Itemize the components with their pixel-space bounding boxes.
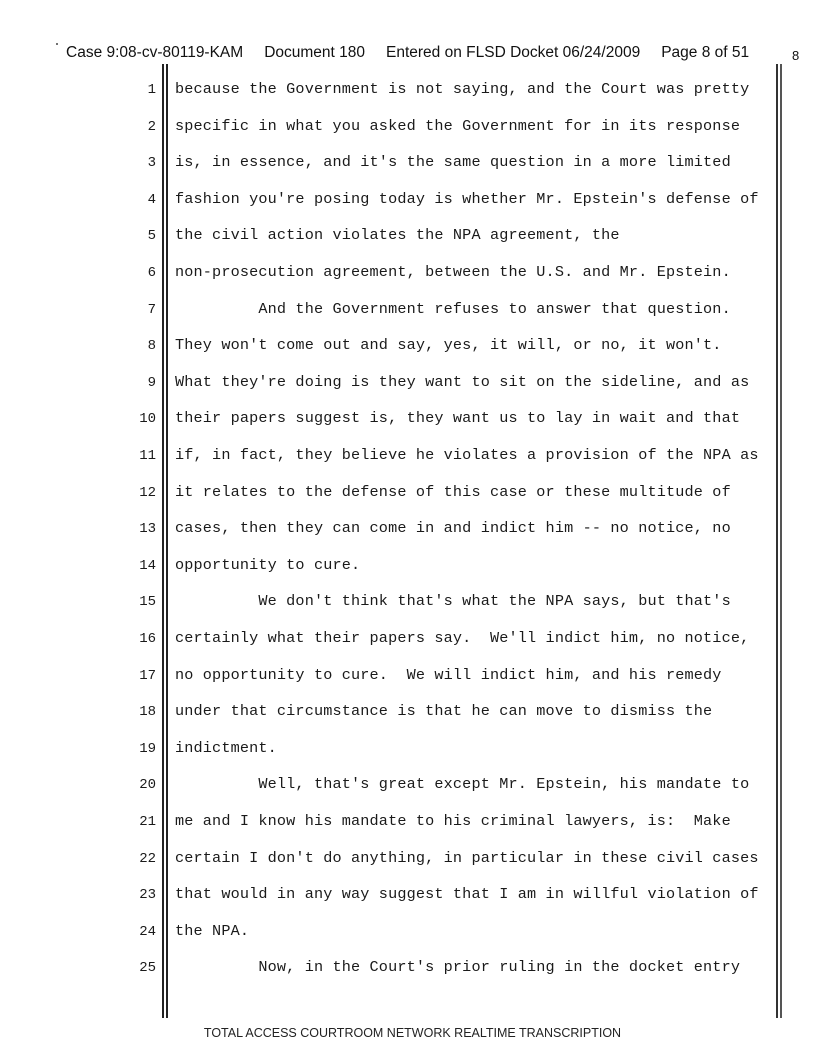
line-number: 10 <box>139 411 156 428</box>
line-number: 23 <box>139 887 156 904</box>
line-text: the civil action violates the NPA agreement, the <box>175 226 620 245</box>
scan-speck <box>56 43 58 45</box>
document-number: Document 180 <box>264 44 365 61</box>
line-text: that would in any way suggest that I am in willful violation of <box>175 885 759 904</box>
transcript-line <box>0 885 817 909</box>
line-text: Well, that's great except Mr. Epstein, his mandate to <box>175 775 750 794</box>
line-text: non-prosecution agreement, between the U.S. and Mr. Epstein. <box>175 263 731 281</box>
transcript-footer: TOTAL ACCESS COURTROOM NETWORK REALTIME TRANSCRIPTION <box>203 1026 622 1040</box>
line-text: me and I know his mandate to his criminal lawyers, is: Make <box>175 812 731 830</box>
transcript-line <box>0 519 817 543</box>
line-text: And the Government refuses to answer that question. <box>175 299 731 318</box>
transcript-line <box>0 812 817 836</box>
line-text: indictment. <box>175 738 277 757</box>
line-number: 8 <box>147 338 156 355</box>
line-number: 24 <box>139 923 156 940</box>
line-number: 20 <box>139 777 156 794</box>
line-number: 4 <box>147 191 156 208</box>
line-text: under that circumstance is that he can move to dismiss the <box>175 702 713 721</box>
line-number: 3 <box>147 155 156 172</box>
transcript-line <box>0 666 817 690</box>
line-text: their papers suggest is, they want us to lay in wait and that <box>175 409 741 428</box>
line-text: We don't think that's what the NPA says, but that's <box>175 592 731 611</box>
transcript-line <box>0 592 817 616</box>
line-text: no opportunity to cure. We will indict him, and his remedy <box>175 665 722 684</box>
line-number: 22 <box>139 850 156 867</box>
line-number: 5 <box>147 228 156 245</box>
line-text: if, in fact, they believe he violates a provision of the NPA as <box>175 446 759 464</box>
docket-entry-date: Entered on FLSD Docket 06/24/2009 <box>386 44 641 61</box>
line-text: Now, in the Court's prior ruling in the docket entry <box>175 958 741 977</box>
line-number: 6 <box>147 265 156 281</box>
line-number: 11 <box>139 448 156 464</box>
line-text: specific in what you asked the Government for in its response <box>175 116 741 135</box>
line-text: cases, then they can come in and indict him -- no notice, no <box>175 519 731 538</box>
line-text: certainly what their papers say. We'll indict him, no notice, <box>175 629 750 647</box>
transcript-line <box>0 226 817 250</box>
line-number: 12 <box>139 484 156 501</box>
page-counter: Page 8 of 51 <box>661 44 750 61</box>
line-number: 2 <box>147 118 156 135</box>
transcript-page-number: 8 <box>792 48 800 63</box>
transcript-line <box>0 739 817 763</box>
line-text: What they're doing is they want to sit on the sideline, and as <box>175 372 750 391</box>
transcript-line <box>0 117 817 141</box>
transcript-line <box>0 446 817 470</box>
transcript-line <box>0 958 817 982</box>
transcript-line <box>0 483 817 507</box>
transcript-line <box>0 775 817 799</box>
line-text: opportunity to cure. <box>175 555 361 574</box>
line-text: They won't come out and say, yes, it will, or no, it won't. <box>175 336 722 355</box>
transcript-line <box>0 556 817 580</box>
transcript-line <box>0 922 817 946</box>
transcript-line <box>0 80 817 104</box>
line-text: it relates to the defense of this case or these multitude of <box>175 482 731 501</box>
transcript-line <box>0 409 817 433</box>
line-text: is, in essence, and it's the same question in a more limited <box>175 153 731 172</box>
transcript-line <box>0 849 817 873</box>
line-text: fashion you're posing today is whether Mr. Epstein's defense of <box>175 189 759 208</box>
court-filing-header <box>66 44 749 62</box>
line-number: 19 <box>139 740 156 757</box>
transcript-line <box>0 153 817 177</box>
line-number: 17 <box>139 667 156 684</box>
line-number: 9 <box>147 374 156 391</box>
line-number: 25 <box>139 960 156 977</box>
line-number: 14 <box>139 557 156 574</box>
line-number: 18 <box>139 704 156 721</box>
transcript-line <box>0 629 817 653</box>
transcript-line <box>0 300 817 324</box>
line-text: because the Government is not saying, and the Court was pretty <box>175 80 750 98</box>
line-text: certain I don't do anything, in particular in these civil cases <box>175 848 759 867</box>
case-number: Case 9:08-cv-80119-KAM <box>66 44 244 61</box>
line-text: the NPA. <box>175 921 250 940</box>
line-number: 13 <box>139 521 156 538</box>
line-number: 1 <box>147 82 156 98</box>
transcript-line <box>0 263 817 287</box>
transcript-line <box>0 373 817 397</box>
transcript-line <box>0 190 817 214</box>
transcript-line <box>0 336 817 360</box>
line-number: 7 <box>147 301 156 318</box>
line-number: 21 <box>139 814 156 830</box>
line-number: 15 <box>139 594 156 611</box>
transcript-line <box>0 702 817 726</box>
line-number: 16 <box>139 631 156 647</box>
